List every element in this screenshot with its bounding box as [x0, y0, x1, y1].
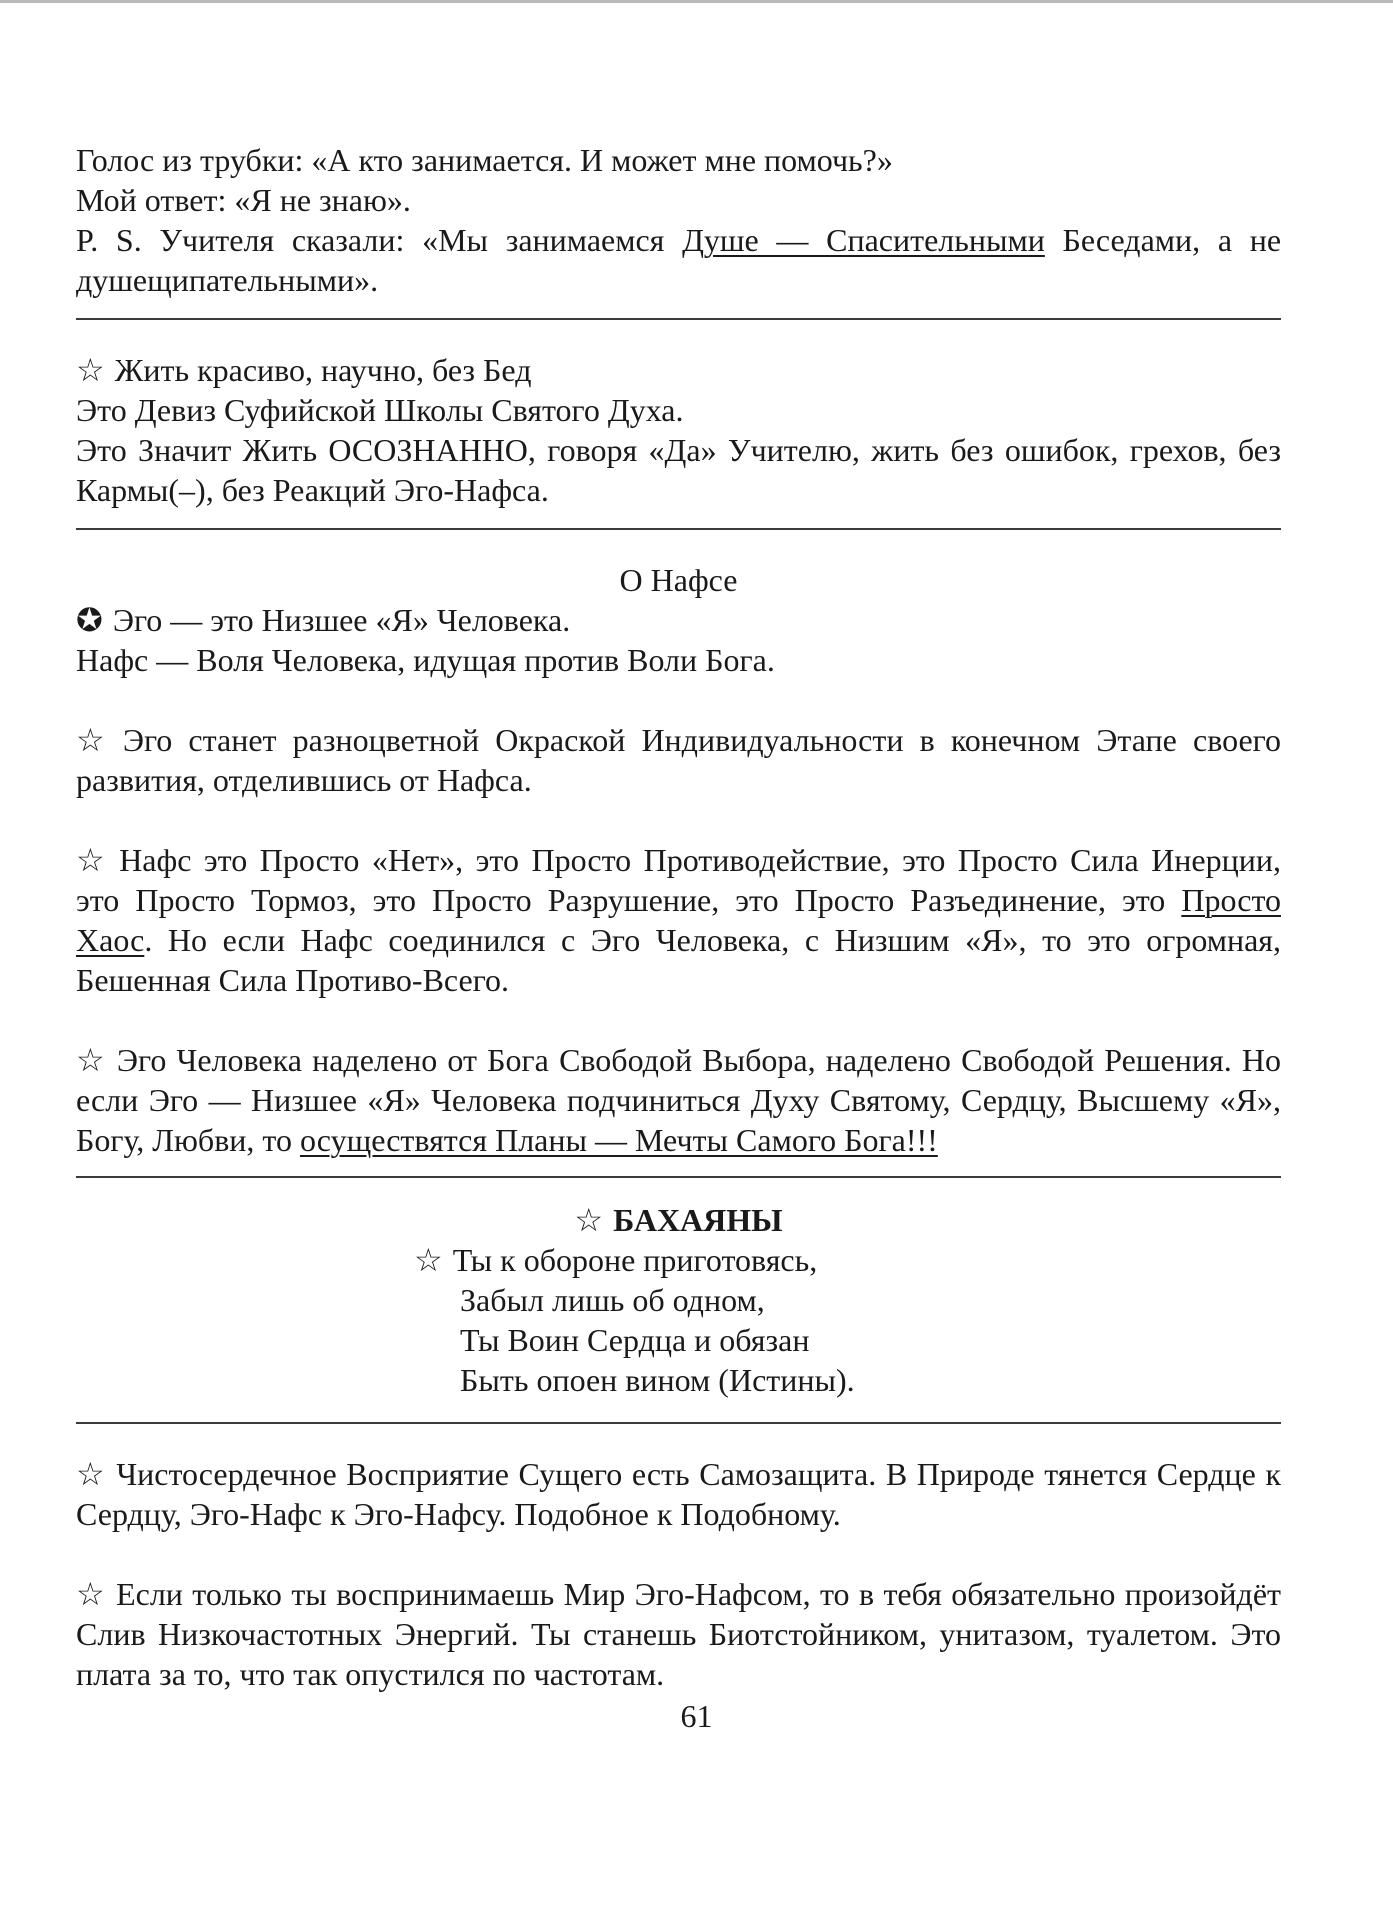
page-number: 61 — [680, 1698, 713, 1734]
phone-voice-line: Голос из трубки: «А кто занимается. И может мне помочь?» — [76, 142, 893, 178]
postscript-underlined-phrase: Душе — Спасительными — [682, 222, 1045, 258]
page-top-border — [0, 0, 1393, 3]
circled-star-icon: ✪ — [76, 602, 103, 638]
nafs-paragraph: ☆ Нафс это Просто «Нет», это Просто Противодействие, это Просто Сила Инерции, это Просто Тормоз, это Просто Разрушение, это Просто Разъединение, это Просто Хаос. Но если Нафс соединился с Эго Человека, с Низшим «Я», то это огромная, Бешенная Сила Противо-Всего. — [76, 842, 1282, 998]
star-icon: ☆ — [76, 1456, 107, 1492]
nafs-definition: Нафс — Воля Человека, идущая против Воли Бога. — [76, 642, 775, 678]
ego-paragraph: ☆ Эго станет разноцветной Окраской Индивидуальности в конечном Этапе своего развития, отделившись от Нафса. — [76, 722, 1282, 798]
page-body — [76, 140, 1281, 1694]
star-icon: ☆ — [76, 1576, 107, 1612]
poem-line: Забыл лишь об одном, — [460, 1282, 765, 1318]
self-protection-paragraph: ☆ Чистосердечное Восприятие Сущего есть Самозащита. В Природе тянется Сердце к Сердцу, Эго-Нафс к Эго-Нафсу. Подобное к Подобному. — [76, 1456, 1282, 1532]
star-icon: ☆ — [414, 1242, 443, 1278]
star-icon: ☆ — [76, 352, 105, 388]
perception-block — [76, 1454, 1281, 1694]
chaos-underlined-phrase: Просто Хаос — [76, 882, 1281, 958]
motto-explanation: Это Значит Жить ОСОЗНАННО, говоря «Да» Учителю, жить без ошибок, грехов, без Кармы(–), без Реакций Эго-Нафса. — [76, 432, 1281, 508]
ego-definition: ✪ Эго — это Низшее «Я» Человека. — [76, 602, 571, 638]
energy-paragraph: ☆ Если только ты воспринимаешь Мир Эго-Нафсом, то в тебя обязательно произойдёт Слив Низкочастотных Энергий. Ты станешь Биотстойником, унитазом, туалетом. Это плата за то, что так опустился по частотам. — [76, 1576, 1282, 1692]
star-icon: ☆ — [574, 1202, 604, 1238]
star-icon: ☆ — [76, 842, 110, 878]
dialogue-block — [76, 140, 1281, 300]
motto-title: ☆ Жить красиво, научно, без Бед — [76, 352, 532, 388]
motto-line: Это Девиз Суфийской Школы Святого Духа. — [76, 392, 684, 428]
postscript-text-start: P. S. Учителя сказали: «Мы занимаемся — [76, 222, 683, 258]
plans-underlined-phrase: осуществятся Планы — Мечты Самого Бога!!! — [299, 1122, 938, 1158]
nafs-section — [76, 560, 1281, 1160]
section-heading: О Нафсе — [619, 562, 738, 598]
freedom-paragraph: ☆ Эго Человека наделено от Бога Свободой Выбора, наделено Свободой Решения. Но если Эго — Низшее «Я» Человека подчиниться Духу Святому, Сердцу, Высшему «Я», Богу, Любви, то осуществятся Планы — Мечты Самого Бога!!! — [76, 1042, 1282, 1158]
my-answer-line: Мой ответ: «Я не знаю». — [76, 182, 411, 218]
poem-line: Ты Воин Сердца и обязан — [460, 1322, 810, 1358]
poem-line: ☆ Ты к обороне приготовясь, — [414, 1242, 818, 1278]
motto-block — [76, 350, 1281, 510]
star-icon: ☆ — [76, 722, 113, 758]
postscript-paragraph — [76, 220, 1281, 300]
postscript-text-end: Беседами, а не душещипательными». — [76, 222, 1282, 298]
poem — [414, 1240, 1281, 1400]
star-icon: ☆ — [76, 1042, 107, 1078]
bahayany-block — [76, 1200, 1281, 1400]
poem-line: Быть опоен вином (Истины). — [460, 1362, 855, 1398]
poem-title: ☆ БАХАЯНЫ — [574, 1202, 783, 1238]
